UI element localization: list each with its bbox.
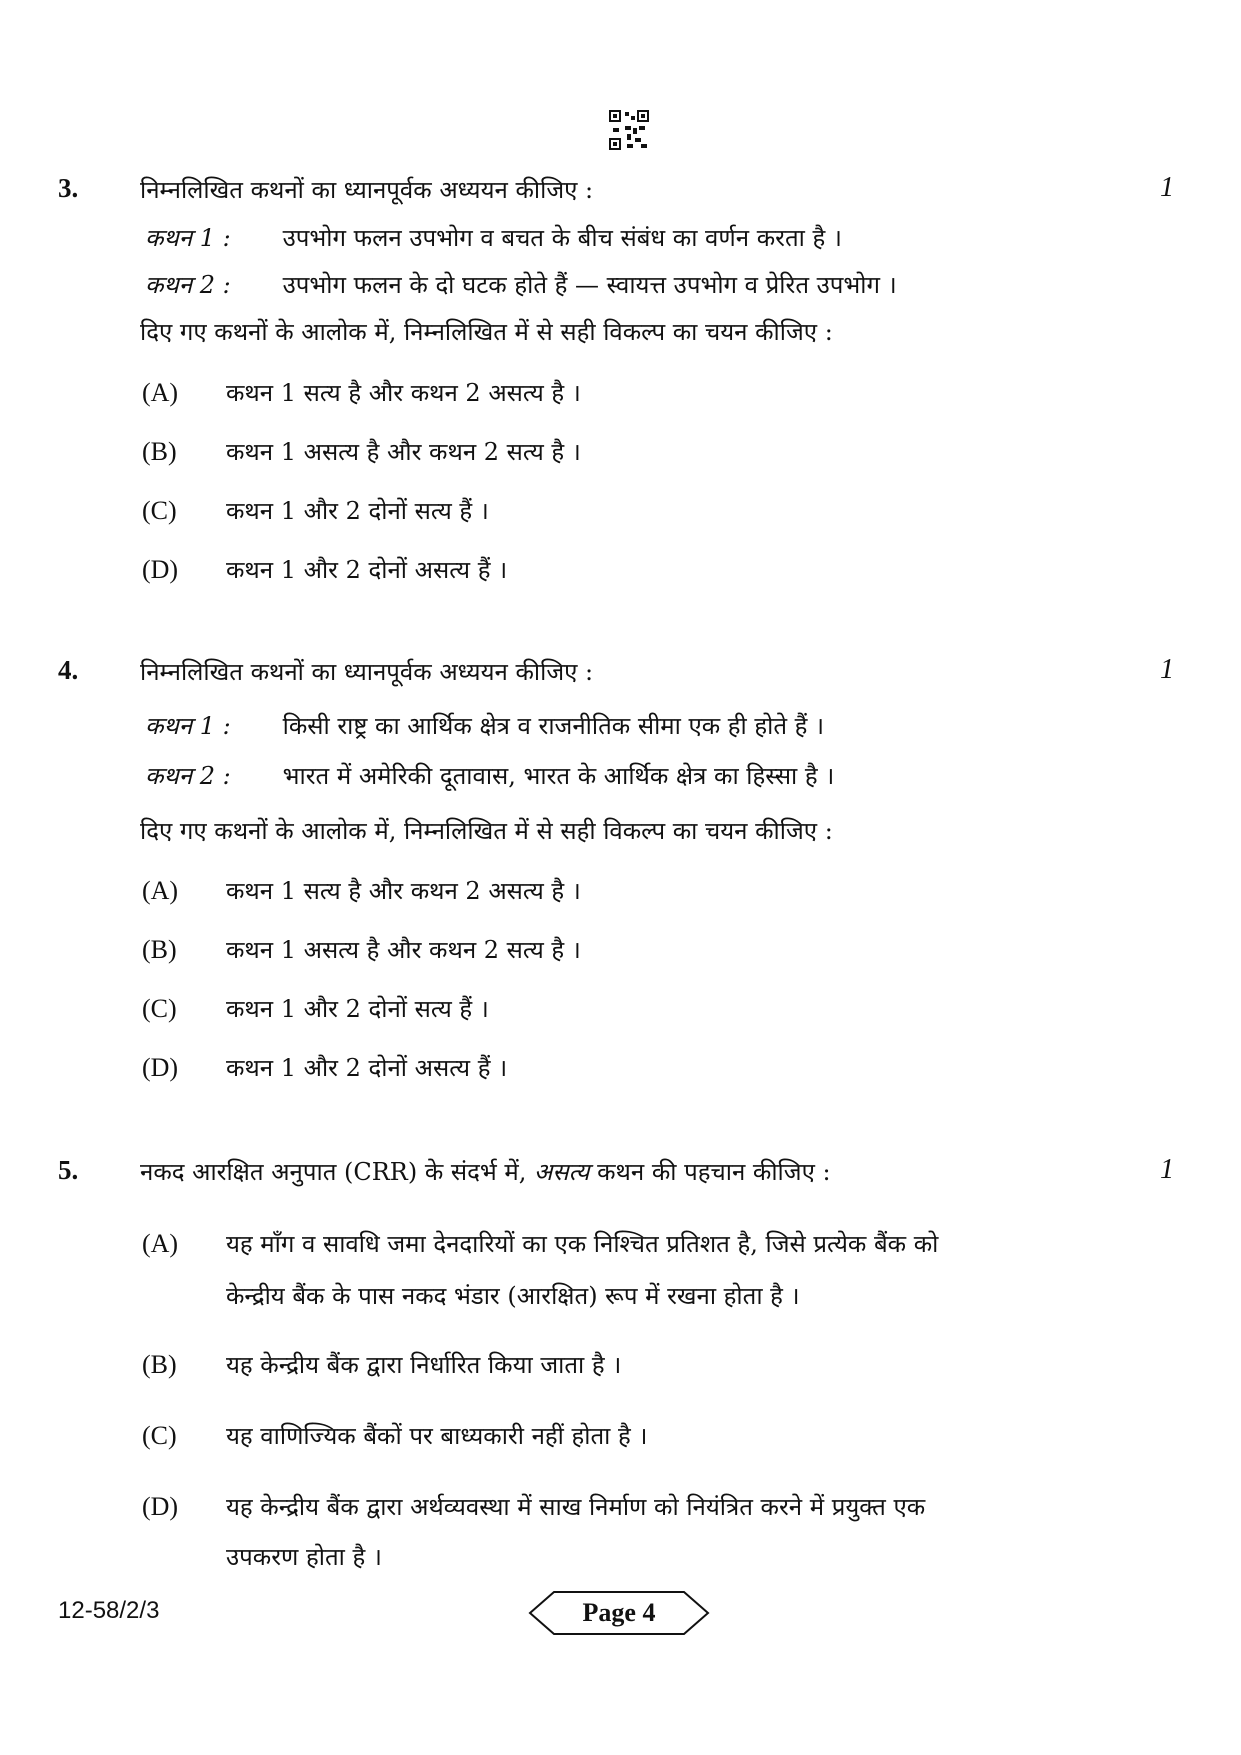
option-text: कथन 1 असत्य है और कथन 2 सत्य है । [226, 438, 581, 466]
option-a-continued: केन्द्रीय बैंक के पास नकद भंडार (आरक्षित) रूप में रखना होता है । [226, 1282, 800, 1310]
option-c [142, 494, 489, 527]
question-number: 4. [58, 655, 79, 685]
prompt-emphasis: असत्य [534, 1158, 590, 1186]
question-marks: 1 [1160, 1154, 1174, 1185]
option-a [142, 376, 581, 409]
option-text: यह माँग व सावधि जमा देनदारियों का एक निश्चित प्रतिशत है, जिसे प्रत्येक बैंक को [226, 1230, 939, 1258]
option-text: कथन 1 और 2 दोनों सत्य हैं । [226, 497, 489, 525]
question-number: 3. [58, 173, 79, 203]
option-text: कथन 1 और 2 दोनों असत्य हैं । [226, 556, 508, 584]
option-letter: (D) [142, 555, 179, 584]
option-text: यह केन्द्रीय बैंक द्वारा अर्थव्यवस्था में साख निर्माण को नियंत्रित करने में प्रयुक्त एक [226, 1493, 926, 1521]
option-d [142, 1490, 925, 1523]
option-text: कथन 1 और 2 दोनों सत्य हैं । [226, 995, 489, 1023]
option-text: कथन 1 असत्य है और कथन 2 सत्य है । [226, 936, 581, 964]
option-letter: (D) [142, 1053, 179, 1082]
option-b [142, 933, 581, 966]
option-c [142, 1419, 647, 1452]
option-text: कथन 1 सत्य है और कथन 2 असत्य है । [226, 877, 581, 905]
question-instruction: दिए गए कथनों के आलोक में, निम्नलिखित में से सही विकल्प का चयन कीजिए : [140, 817, 833, 845]
statement-label: कथन 1 : [145, 712, 231, 740]
option-a [142, 1227, 938, 1260]
prompt-after: कथन की पहचान कीजिए : [597, 1158, 831, 1186]
statement-text: उपभोग फलन के दो घटक होते हैं — स्वायत्त उपभोग व प्रेरित उपभोग । [282, 271, 897, 299]
option-letter: (A) [142, 876, 179, 905]
option-letter: (A) [142, 1229, 179, 1258]
statement-2 [145, 759, 834, 792]
option-c [142, 992, 489, 1025]
question-instruction: दिए गए कथनों के आलोक में, निम्नलिखित में से सही विकल्प का चयन कीजिए : [140, 318, 833, 346]
page-label: Page 4 [582, 1598, 656, 1627]
statement-label: कथन 2 : [145, 271, 231, 299]
option-b [142, 435, 581, 468]
question-prompt: निम्नलिखित कथनों का ध्यानपूर्वक अध्ययन कीजिए : [140, 658, 594, 686]
statement-text: भारत में अमेरिकी दूतावास, भारत के आर्थिक क्षेत्र का हिस्सा है । [282, 762, 835, 790]
page-number-badge [528, 1590, 710, 1636]
question-prompt [140, 1155, 831, 1188]
statement-1 [145, 221, 842, 254]
option-d-continued: उपकरण होता है । [226, 1543, 382, 1571]
option-letter: (C) [142, 994, 177, 1023]
option-text: कथन 1 और 2 दोनों असत्य हैं । [226, 1054, 508, 1082]
option-d [142, 1051, 507, 1084]
qr-code-icon [609, 110, 649, 150]
option-text: कथन 1 सत्य है और कथन 2 असत्य है । [226, 379, 581, 407]
option-letter: (D) [142, 1492, 179, 1521]
option-letter: (B) [142, 1350, 177, 1379]
statement-text: किसी राष्ट्र का आर्थिक क्षेत्र व राजनीतिक सीमा एक ही होते हैं । [282, 712, 825, 740]
statement-label: कथन 1 : [145, 224, 231, 252]
option-letter: (B) [142, 935, 177, 964]
question-number: 5. [58, 1155, 79, 1185]
question-prompt: निम्नलिखित कथनों का ध्यानपूर्वक अध्ययन कीजिए : [140, 176, 594, 204]
option-letter: (B) [142, 437, 177, 466]
option-text: यह वाणिज्यिक बैंकों पर बाध्यकारी नहीं होता है । [226, 1422, 648, 1450]
option-d [142, 553, 507, 586]
option-letter: (C) [142, 1421, 177, 1450]
statement-1 [145, 709, 824, 742]
option-letter: (C) [142, 496, 177, 525]
statement-2 [145, 268, 897, 301]
question-marks: 1 [1160, 172, 1174, 203]
paper-code: 12-58/2/3 [58, 1597, 160, 1624]
prompt-before: नकद आरक्षित अनुपात (CRR) के संदर्भ में, [140, 1158, 527, 1186]
option-letter: (A) [142, 378, 179, 407]
option-b [142, 1348, 621, 1381]
question-marks: 1 [1160, 654, 1174, 685]
option-text: यह केन्द्रीय बैंक द्वारा निर्धारित किया जाता है । [226, 1351, 622, 1379]
statement-label: कथन 2 : [145, 762, 231, 790]
option-a [142, 874, 581, 907]
statement-text: उपभोग फलन उपभोग व बचत के बीच संबंध का वर्णन करता है । [282, 224, 842, 252]
